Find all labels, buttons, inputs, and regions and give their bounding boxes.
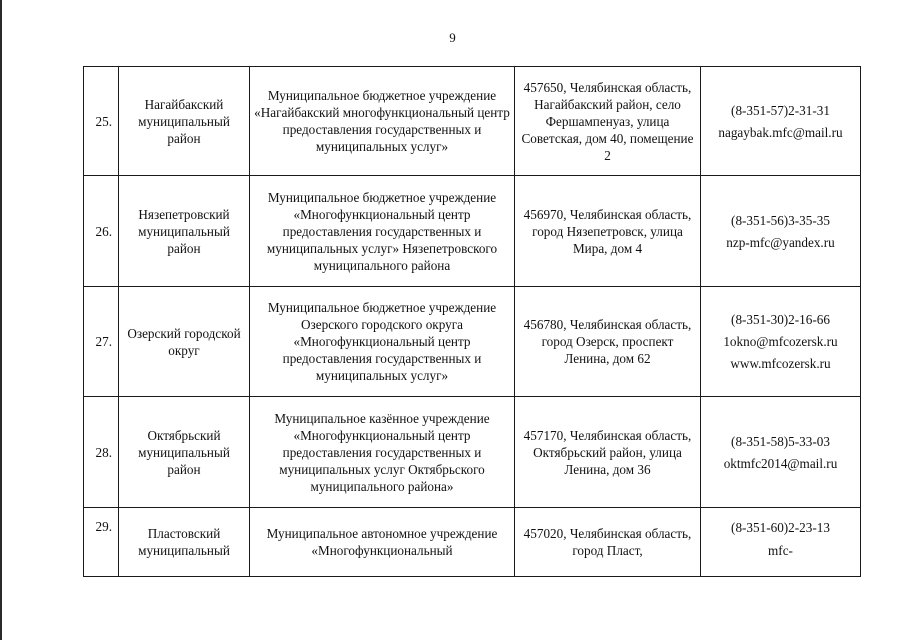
page-number: 9: [449, 30, 456, 45]
email-address: oktmfc2014@mail.ru: [723, 455, 838, 471]
row-number: 25.: [84, 67, 119, 176]
table-row: [84, 67, 861, 176]
address-cell: 457170, Челябинская область, Октябрьский район, улица Ленина, дом 36: [515, 397, 701, 508]
table-row: [84, 176, 861, 287]
row-number: 28.: [84, 397, 119, 508]
phone-number: (8-351-58)5-33-03: [731, 433, 830, 449]
contacts-cell: [701, 176, 861, 287]
phone-number: (8-351-30)2-16-66: [731, 312, 830, 327]
mfc-registry-table: [83, 66, 861, 577]
address-cell: 456780, Челябинская область, город Озерск, проспект Ленина, дом 62: [515, 287, 701, 397]
district-cell: Нагайбакский муниципальный район: [119, 67, 250, 176]
phone-number: (8-351-60)2-23-13: [731, 520, 830, 535]
table-row: [84, 397, 861, 508]
district-cell: Нязепетровский муниципальный район: [119, 176, 250, 287]
district-cell: Озерский городской округ: [119, 287, 250, 397]
table-row: [84, 508, 861, 577]
phone-number: (8-351-56)3-35-35: [731, 212, 830, 228]
contacts-cell: [701, 287, 861, 397]
contacts-cell: [701, 397, 861, 508]
row-number: 27.: [84, 287, 119, 397]
institution-cell: Муниципальное бюджетное учреждение «Нагайбакский многофункциональный центр предоставления государственных и муниципальных услуг»: [250, 67, 515, 176]
district-cell: Октябрьский муниципальный район: [119, 397, 250, 508]
row-number: 26.: [84, 176, 119, 287]
address-cell: 457020, Челябинская область, город Пласт,: [515, 508, 701, 577]
address-cell: 456970, Челябинская область, город Нязепетровск, улица Мира, дом 4: [515, 176, 701, 287]
institution-cell: Муниципальное бюджетное учреждение Озерского городского округа «Многофункциональный центр предоставления государственных и муниципальных услуг»: [250, 287, 515, 397]
email-address: nagaybak.mfc@mail.ru: [718, 124, 843, 140]
contacts-cell: [701, 508, 861, 577]
district-cell: Пластовский муниципальный: [119, 508, 250, 577]
institution-cell: Муниципальное автономное учреждение «Многофункциональный: [250, 508, 515, 577]
table-row: [84, 287, 861, 397]
website-address: www.mfcozersk.ru: [730, 356, 831, 371]
page-left-border: [0, 0, 2, 640]
email-address: 1okno@mfcozersk.ru: [723, 334, 838, 349]
row-number: 29.: [84, 508, 119, 577]
institution-cell: Муниципальное бюджетное учреждение «Многофункциональный центр предоставления государственных и муниципальных услуг» Нязепетровского муниципального района: [250, 176, 515, 287]
institution-cell: Муниципальное казённое учреждение «Многофункциональный центр предоставления государственных и муниципальных услуг Октябрьского муниципального района»: [250, 397, 515, 508]
email-address: mfc-: [768, 543, 793, 558]
contacts-cell: [701, 67, 861, 176]
email-address: nzp-mfc@yandex.ru: [726, 234, 835, 250]
address-cell: 457650, Челябинская область, Нагайбакский район, село Фершампенуаз, улица Советская, дом 40, помещение 2: [515, 67, 701, 176]
phone-number: (8-351-57)2-31-31: [731, 102, 830, 118]
